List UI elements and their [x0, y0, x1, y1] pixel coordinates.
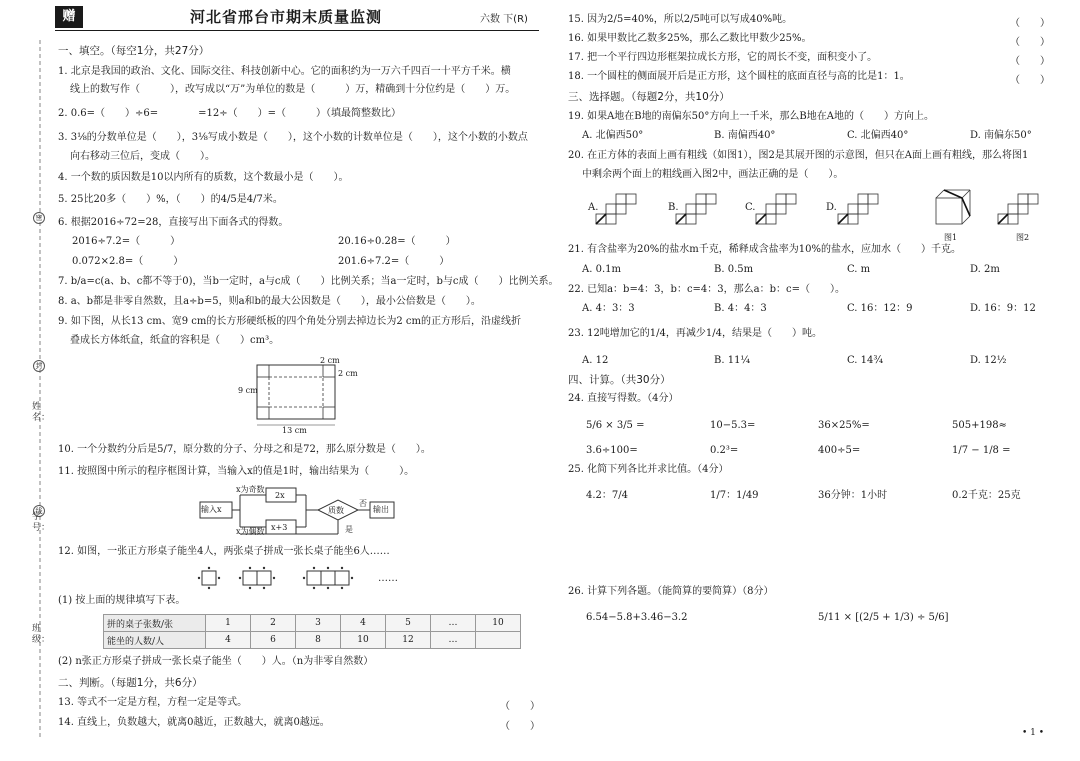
q13: 13. 等式不一定是方程，方程一定是等式。 — [58, 697, 248, 708]
q9-label-height: 9 cm — [238, 386, 258, 395]
table-cell: 8 — [296, 632, 341, 649]
q6-c: 0.072×2.8=（ ） — [72, 256, 184, 267]
q23-option-c[interactable]: C. 14¾ — [847, 355, 884, 366]
q26-item: 5/11 × [(2/5 + 1/3) ÷ 5/6] — [818, 612, 949, 623]
q17-answer[interactable]: （ ） — [1010, 56, 1050, 67]
q19: 19. 如果A地在B地的南偏东50°方向上一千米，那么B地在A地的（ ）方向上。 — [568, 111, 934, 122]
section-2-title: 二、判断。（每题1分，共6分） — [58, 677, 203, 689]
q12-desk-diagram — [195, 567, 395, 591]
q21-option-c[interactable]: C. m — [847, 264, 871, 275]
q21: 21. 有含盐率为20%的盐水m千克，稀释成含盐率为10%的盐水，应加水（ ）千克。 — [568, 244, 962, 255]
table-cell: 6 — [251, 632, 296, 649]
q26: 26. 计算下列各题。（能简算的要简算）（8分） — [568, 586, 774, 597]
q25-item: 1/7：1/49 — [710, 490, 759, 501]
q10: 10. 一个分数约分后是5/7，原分数的分子、分母之和是72，那么原分数是（ ）。 — [58, 444, 431, 455]
q6-a: 2016÷7.2=（ ） — [72, 236, 181, 247]
q23-option-b[interactable]: B. 11¼ — [714, 355, 751, 366]
table-cell: 4 — [206, 632, 251, 649]
q6-b: 20.16÷0.28=（ ） — [338, 236, 456, 247]
table-row — [104, 615, 521, 632]
q22-option-b[interactable]: B. 4：4：3 — [714, 303, 767, 314]
q23-option-a[interactable]: A. 12 — [582, 355, 609, 366]
flow-op1: 2x — [275, 491, 285, 500]
q16: 16. 如果甲数比乙数多25%，那么乙数比甲数少25%。 — [568, 33, 812, 44]
q2: 2. 0.6=（ ）÷6= =12÷（ ）=（ ）（填最简整数比） — [58, 108, 401, 119]
q23: 23. 12吨增加它的1/4，再减少1/4，结果是（ ）吨。 — [568, 328, 822, 339]
flow-output: 输出 — [373, 505, 389, 514]
q20-option-b[interactable]: B. — [668, 202, 679, 213]
section-4-title: 四、计算。（共30分） — [568, 374, 671, 386]
q21-option-a[interactable]: A. 0.1m — [582, 264, 621, 275]
table-cell: 12 — [386, 632, 431, 649]
q7: 7. b/a=c(a、b、c都不等于0)，当b一定时，a与c成（ ）比例关系；当a一定时，b与c成（ ）比例关系。 — [58, 276, 559, 287]
q22: 22. 已知a：b=4：3，b：c=4：3，那么a：b：c=（ ）。 — [568, 284, 845, 295]
q12-ellipsis: …… — [378, 573, 398, 584]
q18-answer[interactable]: （ ） — [1010, 75, 1050, 86]
q22-option-c[interactable]: C. 16：12：9 — [847, 303, 913, 314]
q24-item: 1/7 − 1/8 = — [952, 445, 1011, 456]
q12: 12. 如图，一张正方形桌子能坐4人，两张桌子拼成一张长桌子能坐6人…… — [58, 546, 390, 557]
flow-cond: 质数 — [328, 506, 344, 515]
q20-fig1-label: 图1 — [944, 233, 958, 242]
table-cell: … — [431, 615, 476, 632]
q25-item: 0.2千克：25克 — [952, 490, 1021, 501]
q16-answer[interactable]: （ ） — [1010, 37, 1050, 48]
q6: 6. 根据2016÷72=28，直接写出下面各式的得数。 — [58, 217, 289, 228]
q6-d: 201.6÷7.2=（ ） — [338, 256, 450, 267]
q20-fig2-label: 图2 — [1016, 233, 1030, 242]
number-label: 学号： — [32, 512, 51, 533]
q26-item: 6.54−5.8+3.46−3.2 — [586, 612, 688, 623]
q18: 18. 一个圆柱的侧面展开后是正方形，这个圆柱的底面直径与高的比是1：1。 — [568, 71, 910, 82]
q24-item: 505+198≈ — [952, 420, 1007, 431]
table-cell: 1 — [206, 615, 251, 632]
q8: 8. a、b都是非零自然数，且a÷b=5，则a和b的最大公因数是（ ），最小公倍数是（ ）。 — [58, 296, 481, 307]
class-label: 班级： — [32, 624, 51, 645]
binding-mark-3: 线 — [33, 505, 45, 517]
name-label: 姓名： — [32, 402, 51, 423]
q23-option-d[interactable]: D. 12½ — [970, 355, 1007, 366]
flow-op2: x+3 — [271, 523, 288, 532]
q15: 15. 因为2/5=40%，所以2/5吨可以写成40%吨。 — [568, 14, 793, 25]
table-cell: 4 — [341, 615, 386, 632]
q9-label-bottom: 13 cm — [282, 426, 307, 435]
header-rule — [55, 30, 539, 31]
q25: 25. 化简下列各比并求比值。（4分） — [568, 464, 729, 475]
flow-even: x为偶数 — [236, 527, 265, 536]
q14: 14. 直线上，负数越大，就离0越近，正数越大，就离0越远。 — [58, 717, 330, 728]
binding-mark-2: 封 — [33, 360, 45, 372]
table-row — [104, 632, 521, 649]
q20-line1: 20. 在正方体的表面上画有粗线（如图1），图2是其展开图的示意图，但只在A面上画有粗线，那么将图1 — [568, 150, 1029, 161]
q25-item: 4.2：7/4 — [586, 490, 628, 501]
q12-table — [103, 614, 521, 649]
q19-option-a[interactable]: A. 北偏西50° — [582, 130, 644, 141]
q9-label-top: 2 cm — [320, 356, 340, 365]
grade-label: 六数 下(R) — [480, 14, 528, 25]
q20-option-d[interactable]: D. — [826, 202, 837, 213]
page-number: • 1 • — [1022, 728, 1045, 738]
q17: 17. 把一个平行四边形框架拉成长方形，它的周长不变，面积变小了。 — [568, 52, 878, 63]
q14-answer[interactable]: （ ） — [500, 721, 540, 732]
q19-option-b[interactable]: B. 南偏西40° — [714, 130, 776, 141]
q12-part2: (2) n张正方形桌子拼成一张长桌子能坐（ ）人。（n为非零自然数） — [58, 656, 374, 667]
q1-line2: 线上的数写作（ ），改写成以“万”为单位的数是（ ）万，精确到十分位约是（ ）万。 — [70, 84, 516, 95]
table-cell: 拼的桌子张数/张 — [104, 615, 206, 632]
q21-option-d[interactable]: D. 2m — [970, 264, 1000, 275]
q21-option-b[interactable]: B. 0.5m — [714, 264, 754, 275]
q4: 4. 一个数的质因数是10以内所有的质数，这个数最小是（ ）。 — [58, 172, 349, 183]
q22-option-d[interactable]: D. 16：9：12 — [970, 303, 1036, 314]
q24-item: 36×25%= — [818, 420, 870, 431]
q25-item: 36分钟：1小时 — [818, 490, 888, 501]
q9-label-side: 2 cm — [338, 369, 358, 378]
q24-item: 3.6÷100= — [586, 445, 638, 456]
q13-answer[interactable]: （ ） — [500, 701, 540, 712]
table-cell: 5 — [386, 615, 431, 632]
binding-mark-1: 密 — [33, 212, 45, 224]
section-1-title: 一、填空。（每空1分，共27分） — [58, 45, 210, 57]
gift-badge: 赠 — [55, 6, 83, 28]
table-cell: 能坐的人数/人 — [104, 632, 206, 649]
q20-option-a[interactable]: A. — [588, 202, 599, 213]
table-cell: … — [431, 632, 476, 649]
flow-yes: 是 — [345, 525, 353, 534]
q11: 11. 按照图中所示的程序框图计算，当输入x的值是1时，输出结果为（ ）。 — [58, 466, 415, 477]
q20-nets — [588, 186, 1048, 240]
q24: 24. 直接写得数。（4分） — [568, 393, 679, 404]
q12-part1: (1) 按上面的规律填写下表。 — [58, 595, 186, 606]
flow-no: 否 — [359, 499, 367, 508]
q24-item: 0.2³= — [710, 445, 739, 456]
section-3-title: 三、选择题。（每题2分，共10分） — [568, 91, 730, 103]
table-cell: 3 — [296, 615, 341, 632]
q3-line2: 向右移动三位后，变成（ ）。 — [70, 151, 215, 162]
q3-line1: 3. 3⅛的分数单位是（ ），3⅛写成小数是（ ），这个小数的计数单位是（ ），这个小数的小数点 — [58, 132, 528, 143]
flow-odd: x为奇数 — [236, 485, 265, 494]
q9-line2: 叠成长方体纸盒，纸盒的容积是（ ）cm³。 — [70, 335, 280, 346]
q24-item: 5/6 × 3/5 = — [586, 420, 645, 431]
q20-option-c[interactable]: C. — [745, 202, 756, 213]
q9-line1: 9. 如下图，从长13 cm、宽9 cm的长方形硬纸板的四个角处分别去掉边长为2 cm的正方形后，沿虚线折 — [58, 316, 521, 327]
q22-option-a[interactable]: A. 4：3：3 — [582, 303, 635, 314]
q24-item: 10−5.3= — [710, 420, 756, 431]
page-title: 河北省邢台市期末质量监测 — [190, 8, 383, 26]
q19-option-c[interactable]: C. 北偏西40° — [847, 130, 909, 141]
q15-answer[interactable]: （ ） — [1010, 18, 1050, 29]
q19-option-d[interactable]: D. 南偏东50° — [970, 130, 1032, 141]
q1-line1: 1. 北京是我国的政治、文化、国际交往、科技创新中心。它的面积约为一万六千四百一十平方千米。横 — [58, 66, 511, 77]
table-cell — [476, 632, 521, 649]
table-cell: 2 — [251, 615, 296, 632]
table-cell: 10 — [476, 615, 521, 632]
q20-line2: 中剩余两个面上的粗线画入图2中，画法正确的是（ ）。 — [582, 169, 844, 180]
flow-input: 输入x — [201, 505, 222, 514]
q5: 5. 25比20多（ ）%，（ ）的4/5是4/7米。 — [58, 194, 283, 205]
q24-item: 400÷5= — [818, 445, 861, 456]
table-cell: 10 — [341, 632, 386, 649]
q11-flowchart — [198, 482, 398, 542]
